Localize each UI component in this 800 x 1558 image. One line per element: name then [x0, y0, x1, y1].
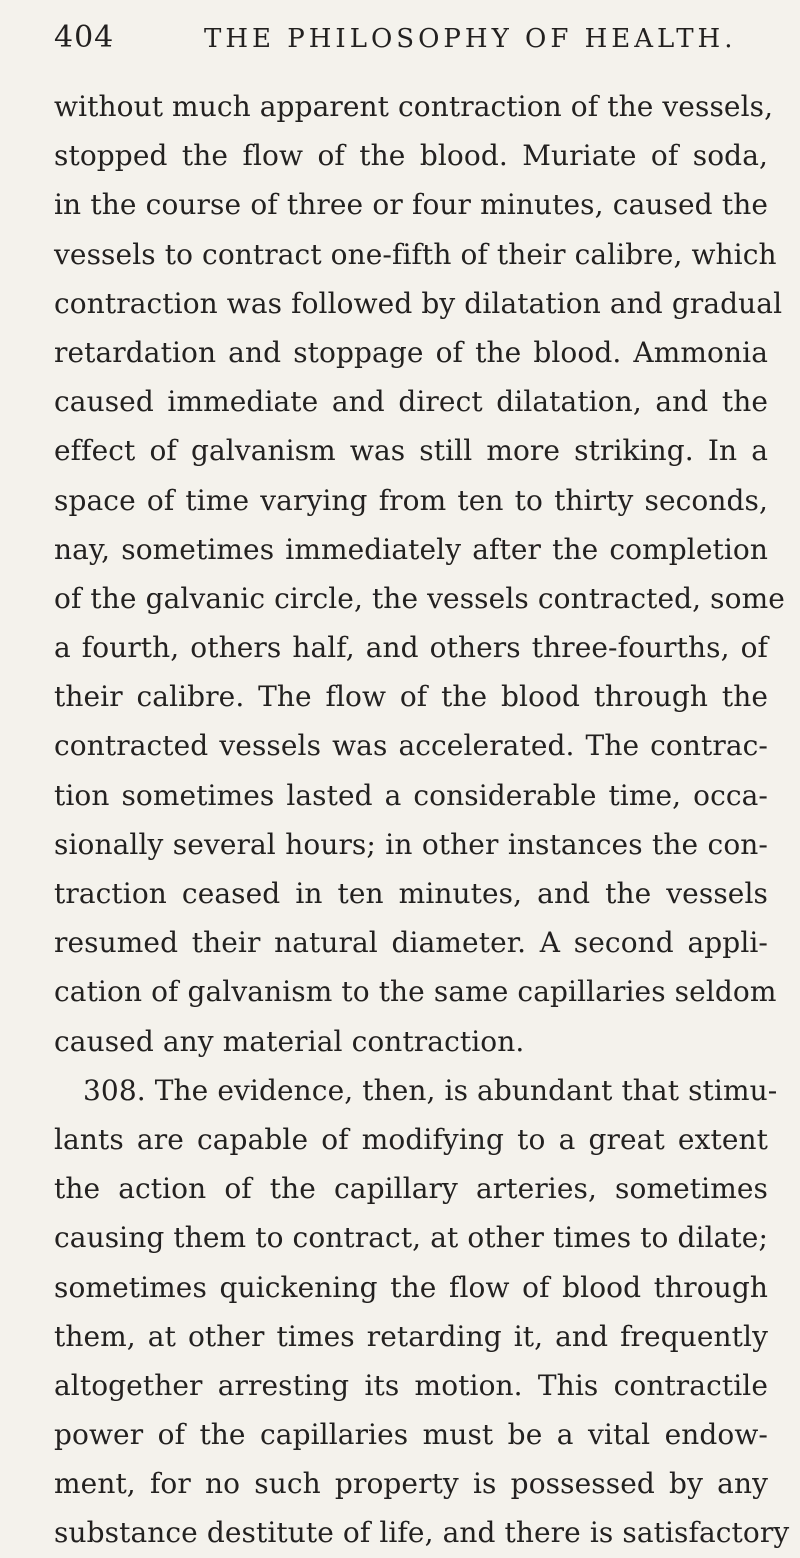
- text-line: contraction was followed by dilatation and gradual: [54, 286, 783, 320]
- text-line: in the course of three or four minutes, caused the: [54, 188, 768, 222]
- text-line: causing them to contract, at other times to dilate;: [54, 1221, 768, 1255]
- paragraph-start-line: 308. The evidence, then, is abundant that stimu-: [83, 1073, 778, 1107]
- text-line: contracted vessels was accelerated. The contrac-: [54, 729, 768, 763]
- text-line: vessels to contract one-fifth of their calibre, which: [54, 237, 777, 271]
- body-text: [54, 82, 790, 1558]
- text-line: without much apparent contraction of the vessels,: [54, 90, 774, 123]
- text-line: the action of the capillary arteries, sometimes: [54, 1172, 768, 1206]
- text-line: them, at other times retarding it, and frequently: [54, 1319, 768, 1353]
- text-line: stopped the flow of the blood. Muriate of soda,: [54, 139, 768, 173]
- running-title: THE PHILOSOPHY OF HEALTH.: [204, 24, 737, 54]
- text-line: retardation and stoppage of the blood. Ammonia: [54, 335, 768, 369]
- text-line: lants are capable of modifying to a great extent: [54, 1122, 768, 1156]
- text-line: tion sometimes lasted a considerable time, occa-: [54, 778, 768, 812]
- paragraph-end-line: caused any material contraction.: [54, 1024, 525, 1058]
- running-head: [54, 20, 760, 64]
- text-line: space of time varying from ten to thirty seconds,: [54, 483, 768, 517]
- text-line: traction ceased in ten minutes, and the vessels: [54, 877, 768, 910]
- text-line: effect of galvanism was still more striking. In a: [54, 434, 768, 468]
- text-line: altogether arresting its motion. This contractile: [54, 1368, 768, 1402]
- text-line: power of the capillaries must be a vital endow-: [54, 1418, 768, 1452]
- text-line: cation of galvanism to the same capillaries seldom: [54, 975, 777, 1009]
- text-line: nay, sometimes immediately after the completion: [54, 532, 768, 566]
- text-line: of the galvanic circle, the vessels contracted, some: [54, 581, 785, 615]
- text-line: a fourth, others half, and others three-fourths, of: [54, 631, 768, 665]
- text-line: sionally several hours; in other instances the con-: [54, 827, 768, 861]
- text-line: sometimes quickening the flow of blood through: [54, 1270, 768, 1304]
- page-number: 404: [54, 20, 115, 55]
- text-line: resumed their natural diameter. A second appli-: [54, 926, 768, 960]
- text-line: ment, for no such property is possessed by any: [54, 1467, 768, 1501]
- text-line: their calibre. The flow of the blood through the: [54, 680, 768, 714]
- text-line: caused immediate and direct dilatation, and the: [54, 385, 768, 419]
- text-line: substance destitute of life, and there is satisfactory: [54, 1516, 790, 1550]
